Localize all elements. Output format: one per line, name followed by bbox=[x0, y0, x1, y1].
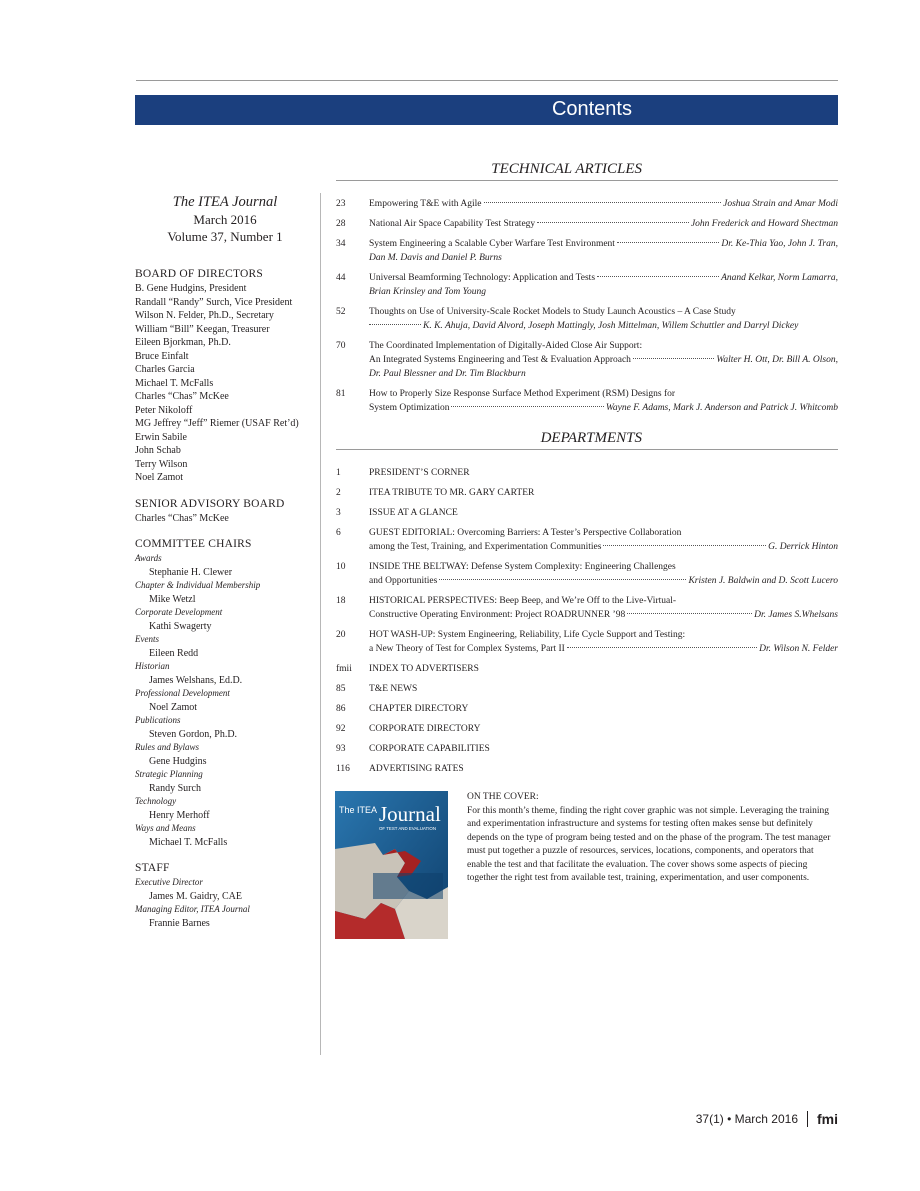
cover-image bbox=[335, 791, 448, 939]
staff-list bbox=[135, 876, 315, 930]
department-entry[interactable] bbox=[336, 762, 838, 776]
committee-chair: Kathi Swagerty bbox=[149, 620, 212, 632]
department-entry[interactable] bbox=[336, 628, 838, 656]
page-number: 18 bbox=[336, 596, 346, 606]
department-authors: Dr. Wilson N. Felder bbox=[759, 644, 838, 654]
journal-header bbox=[135, 193, 315, 245]
board-member: Randall “Randy” Surch, Vice President bbox=[135, 296, 293, 308]
page-number: 3 bbox=[336, 508, 341, 518]
article-authors: Anand Kelkar, Norm Lamarra, bbox=[721, 273, 838, 283]
advisory-member: Charles “Chas” McKee bbox=[135, 512, 229, 524]
committee-role: Publications bbox=[135, 715, 181, 725]
department-entry[interactable] bbox=[336, 526, 838, 554]
department-title: HISTORICAL PERSPECTIVES: Beep Beep, and We’re Off to the Live-Virtual- bbox=[369, 596, 677, 606]
department-title: GUEST EDITORIAL: Overcoming Barriers: A Tester’s Perspective Collaboration bbox=[369, 528, 682, 538]
committee-role: Technology bbox=[135, 796, 177, 806]
department-entry[interactable] bbox=[336, 662, 838, 676]
page-number: 85 bbox=[336, 684, 346, 694]
article-authors: Dr. Ke-Thia Yao, John J. Tran, bbox=[721, 239, 838, 249]
department-authors: Dr. James S.Whelsans bbox=[754, 610, 838, 620]
committee-chair: Noel Zamot bbox=[149, 701, 198, 713]
board-member: Bruce Einfalt bbox=[135, 350, 189, 362]
article-entry[interactable] bbox=[336, 237, 838, 265]
department-title: T&E NEWS bbox=[369, 684, 418, 694]
article-entry[interactable] bbox=[336, 339, 838, 381]
board-member: Peter Nikoloff bbox=[135, 404, 193, 416]
column-divider bbox=[320, 193, 321, 1055]
page-number: 81 bbox=[336, 389, 346, 399]
article-title: National Air Space Capability Test Strategy bbox=[369, 219, 536, 229]
department-title: INSIDE THE BELTWAY: Defense System Complexity: Engineering Challenges bbox=[369, 562, 676, 572]
committee-role: Corporate Development bbox=[135, 607, 223, 617]
article-title: Thoughts on Use of University-Scale Rocket Models to Study Launch Acoustics – A Case Study bbox=[369, 307, 736, 317]
board-member: Terry Wilson bbox=[135, 458, 188, 470]
staff-heading: STAFF bbox=[135, 862, 170, 874]
committee-list bbox=[135, 552, 315, 849]
committee-chair: James Welshans, Ed.D. bbox=[149, 674, 243, 686]
committee-role: Awards bbox=[135, 553, 162, 563]
department-entry[interactable] bbox=[336, 682, 838, 696]
department-title: PRESIDENT’S CORNER bbox=[369, 468, 470, 478]
department-title: CORPORATE CAPABILITIES bbox=[369, 744, 490, 754]
article-title: System Engineering a Scalable Cyber Warfare Test Environment bbox=[369, 239, 615, 249]
department-title-cont: among the Test, Training, and Experimentation Communities bbox=[369, 542, 602, 552]
board-member: William “Bill” Keegan, Treasurer bbox=[135, 323, 270, 335]
committee-chair: Gene Hudgins bbox=[149, 755, 207, 767]
masthead-column bbox=[135, 193, 315, 930]
board-heading: BOARD OF DIRECTORS bbox=[135, 268, 263, 280]
page-number: 52 bbox=[336, 307, 346, 317]
department-entry[interactable] bbox=[336, 722, 838, 736]
cover-heading: ON THE COVER: bbox=[467, 792, 539, 802]
article-authors: K. K. Ahuja, David Alvord, Joseph Mattingly, Josh Mittelman, Willem Schuttler and Darryl Dickey bbox=[423, 321, 799, 331]
article-title: How to Properly Size Response Surface Method Experiment (RSM) Designs for bbox=[369, 389, 676, 399]
article-title: Universal Beamforming Technology: Application and Tests bbox=[369, 273, 596, 283]
board-member: Wilson N. Felder, Ph.D., Secretary bbox=[135, 310, 274, 321]
committee-chair: Eileen Redd bbox=[149, 647, 199, 659]
committee-role: Historian bbox=[135, 661, 170, 671]
page-number: 92 bbox=[336, 724, 346, 734]
article-title: The Coordinated Implementation of Digitally-Aided Close Air Support: bbox=[369, 341, 643, 351]
article-authors: Wayne F. Adams, Mark J. Anderson and Patrick J. Whitcomb bbox=[605, 403, 838, 413]
committee-role: Professional Development bbox=[135, 688, 230, 698]
department-title: HOT WASH-UP: System Engineering, Reliability, Life Cycle Support and Testing: bbox=[369, 630, 686, 640]
department-title-cont: and Opportunities bbox=[369, 576, 438, 586]
board-member: Noel Zamot bbox=[135, 472, 184, 483]
journal-date: March 2016 bbox=[193, 212, 257, 227]
cover-logo-big: Journal bbox=[379, 802, 441, 826]
article-title: Empowering T&E with Agile bbox=[369, 199, 482, 209]
department-entry[interactable] bbox=[336, 702, 838, 716]
article-title-cont: System Optimization bbox=[369, 403, 450, 413]
committee-role: Chapter & Individual Membership bbox=[135, 580, 261, 590]
committee-role: Ways and Means bbox=[135, 823, 196, 833]
department-title: INDEX TO ADVERTISERS bbox=[369, 664, 479, 674]
committee-role: Rules and Bylaws bbox=[135, 742, 199, 752]
department-title-cont: a New Theory of Test for Complex Systems, Part II bbox=[369, 644, 565, 654]
article-title-cont: An Integrated Systems Engineering and Test & Evaluation Approach bbox=[369, 355, 631, 365]
departments-heading: DEPARTMENTS bbox=[336, 430, 838, 450]
contents-banner bbox=[135, 95, 838, 125]
departments-list bbox=[336, 466, 838, 782]
staff-role: Executive Director bbox=[135, 877, 203, 887]
page-number: 6 bbox=[336, 528, 341, 538]
cover-logo-sub: OF TEST AND EVALUATION bbox=[379, 826, 437, 831]
page-number: 2 bbox=[336, 488, 341, 498]
article-entry[interactable] bbox=[336, 305, 838, 333]
department-title: CHAPTER DIRECTORY bbox=[369, 704, 469, 714]
page-number: 86 bbox=[336, 704, 346, 714]
article-entry[interactable] bbox=[336, 387, 838, 415]
page-number: 34 bbox=[336, 239, 346, 249]
board-member: John Schab bbox=[135, 445, 181, 456]
article-authors-cont: Dan M. Davis and Daniel P. Burns bbox=[369, 253, 502, 263]
issue-label: 37(1) • March 2016 bbox=[695, 1112, 798, 1126]
cover-body: For this month’s theme, finding the right cover graphic was not simple. Leveraging the training and experimentation infrastructure and systems for testing often makes sense but definitely depends on the type of program being tested and on the phase of the program. The test manager must put together a puzzle of resources, services, locations, components, and operators that enable the test and that facilitate the evaluation. The cover shows some aspects of piecing together the right test from available test, training, experimentation, and user components. bbox=[467, 805, 831, 883]
department-authors: Kristen J. Baldwin and D. Scott Lucero bbox=[688, 576, 838, 586]
page-footer bbox=[696, 1111, 838, 1127]
department-entry[interactable] bbox=[336, 486, 838, 500]
department-entry[interactable] bbox=[336, 560, 838, 588]
page-number: 10 bbox=[336, 562, 346, 572]
technical-list bbox=[336, 197, 838, 421]
technical-heading: TECHNICAL ARTICLES bbox=[336, 161, 838, 181]
footer-mark: fmi bbox=[817, 1111, 838, 1127]
page-number: 44 bbox=[336, 273, 346, 283]
staff-name: Frannie Barnes bbox=[149, 917, 210, 929]
cover-description bbox=[467, 791, 839, 886]
advisory-heading: SENIOR ADVISORY BOARD bbox=[135, 497, 285, 510]
article-authors: John Frederick and Howard Shectman bbox=[690, 219, 838, 229]
committee-chair: Mike Wetzl bbox=[149, 593, 196, 605]
department-entry[interactable] bbox=[336, 742, 838, 756]
department-authors: G. Derrick Hinton bbox=[768, 542, 838, 552]
page-number: 20 bbox=[336, 630, 346, 640]
page-number: 93 bbox=[336, 744, 346, 754]
page-number: 1 bbox=[336, 468, 341, 478]
board-member: Charles “Chas” McKee bbox=[135, 391, 229, 402]
department-title: ISSUE AT A GLANCE bbox=[369, 508, 458, 518]
footer-separator bbox=[807, 1111, 808, 1127]
page-number: 28 bbox=[336, 219, 346, 229]
department-title: ADVERTISING RATES bbox=[369, 764, 464, 774]
committee-chair: Michael T. McFalls bbox=[149, 836, 228, 848]
board-member: B. Gene Hudgins, President bbox=[135, 283, 247, 294]
cover-logo-small: The ITEA bbox=[339, 805, 378, 815]
committee-chair: Randy Surch bbox=[149, 782, 201, 794]
article-authors: Joshua Strain and Amar Modi bbox=[723, 199, 838, 209]
page-number: 116 bbox=[336, 764, 350, 774]
department-title: CORPORATE DIRECTORY bbox=[369, 724, 481, 734]
department-entry[interactable] bbox=[336, 506, 838, 520]
staff-name: James M. Gaidry, CAE bbox=[149, 890, 242, 902]
top-rule bbox=[136, 80, 838, 81]
committees-heading: COMMITTEE CHAIRS bbox=[135, 538, 252, 550]
board-member: Eileen Bjorkman, Ph.D. bbox=[135, 337, 231, 348]
committee-chair: Steven Gordon, Ph.D. bbox=[149, 728, 238, 740]
article-authors: Walter H. Ott, Dr. Bill A. Olson, bbox=[716, 355, 838, 365]
department-title-cont: Constructive Operating Environment: Project ROADRUNNER ’98 bbox=[369, 610, 626, 620]
article-entry[interactable] bbox=[336, 217, 838, 231]
department-entry[interactable] bbox=[336, 466, 838, 480]
staff-role: Managing Editor, ITEA Journal bbox=[135, 904, 250, 914]
board-member: Charles Garcia bbox=[135, 364, 195, 375]
page-title: Contents bbox=[551, 98, 632, 120]
article-authors-cont: Brian Krinsley and Tom Young bbox=[369, 287, 487, 297]
committee-chair: Henry Merhoff bbox=[149, 809, 210, 821]
page-number: 23 bbox=[336, 199, 346, 209]
committee-role: Strategic Planning bbox=[135, 769, 203, 779]
journal-volume: Volume 37, Number 1 bbox=[167, 229, 283, 244]
article-entry[interactable] bbox=[336, 271, 838, 299]
board-member: Erwin Sabile bbox=[135, 431, 187, 443]
committee-chair: Stephanie H. Clewer bbox=[149, 566, 233, 578]
article-authors-cont: Dr. Paul Blessner and Dr. Tim Blackburn bbox=[369, 369, 526, 379]
board-list bbox=[135, 282, 315, 485]
page-number: fmii bbox=[336, 664, 352, 674]
board-member: MG Jeffrey “Jeff” Riemer (USAF Ret’d) bbox=[135, 418, 299, 429]
journal-title: The ITEA Journal bbox=[172, 194, 278, 210]
board-member: Michael T. McFalls bbox=[135, 377, 214, 389]
article-entry[interactable] bbox=[336, 197, 838, 211]
page-number: 70 bbox=[336, 341, 346, 351]
department-entry[interactable] bbox=[336, 594, 838, 622]
cover-puzzle-graphic bbox=[335, 791, 448, 939]
committee-role: Events bbox=[135, 634, 159, 644]
department-title: ITEA TRIBUTE TO MR. GARY CARTER bbox=[369, 488, 535, 498]
